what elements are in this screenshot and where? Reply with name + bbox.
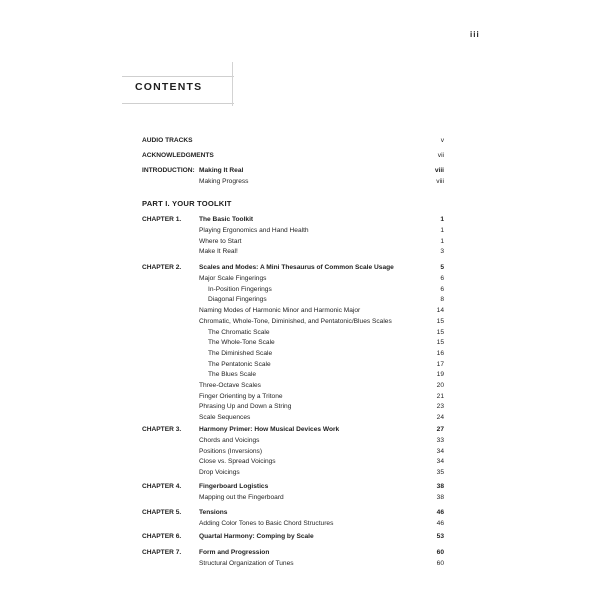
entry-page: 15 bbox=[436, 339, 444, 347]
chapter-title: Form and Progression bbox=[199, 549, 270, 556]
chapter-title: Scales and Modes: A Mini Thesaurus of Common Scale Usage bbox=[199, 264, 394, 271]
entry-page: 20 bbox=[436, 382, 444, 389]
entry-page: 21 bbox=[436, 392, 444, 400]
entry-title: In-Position Fingerings bbox=[208, 285, 272, 293]
entry-page: 15 bbox=[436, 328, 444, 336]
entry-label: INTRODUCTION: bbox=[142, 167, 195, 174]
chapter-label: CHAPTER 2. bbox=[142, 264, 182, 271]
entry-page: 23 bbox=[436, 403, 444, 411]
entry-page: 17 bbox=[436, 360, 444, 368]
entry-page: viii bbox=[434, 167, 444, 174]
entry-title: The Whole-Tone Scale bbox=[208, 339, 275, 347]
entry-title: Major Scale Fingerings bbox=[199, 275, 267, 282]
sub-entry bbox=[142, 246, 444, 258]
front-matter-entry bbox=[142, 150, 444, 162]
entry-title: The Blues Scale bbox=[208, 371, 257, 379]
sub-entry bbox=[142, 492, 444, 504]
entry-page: 6 bbox=[440, 275, 444, 282]
chapter-entry bbox=[142, 531, 444, 543]
chapter-label: CHAPTER 7. bbox=[142, 549, 182, 556]
entry-title: Where to Start bbox=[199, 237, 242, 245]
entry-page: viii bbox=[436, 177, 444, 185]
entry-page: 8 bbox=[440, 296, 444, 304]
entry-title: Phrasing Up and Down a String bbox=[199, 403, 292, 411]
contents-heading: CONTENTS bbox=[135, 81, 203, 93]
entry-page: 34 bbox=[436, 458, 444, 466]
entry-page: 16 bbox=[436, 349, 444, 357]
entry-title: Three-Octave Scales bbox=[199, 382, 261, 389]
sub-entry bbox=[142, 518, 444, 530]
entry-title: The Diminished Scale bbox=[208, 349, 273, 357]
entry-title: Naming Modes of Harmonic Minor and Harmonic Major bbox=[199, 307, 361, 315]
chapter-page: 27 bbox=[436, 426, 444, 433]
chapter-label: CHAPTER 4. bbox=[142, 483, 182, 490]
sub-entry bbox=[142, 412, 444, 424]
entry-title: Close vs. Spread Voicings bbox=[199, 458, 276, 466]
chapter-label: CHAPTER 3. bbox=[142, 426, 182, 433]
entry-title: Making It Real bbox=[199, 167, 244, 174]
entry-page: 24 bbox=[436, 414, 444, 422]
chapter-title: Harmony Primer: How Musical Devices Work bbox=[199, 426, 340, 433]
entry-page: 35 bbox=[436, 469, 444, 477]
sub-entry bbox=[142, 558, 444, 570]
chapter-title: The Basic Toolkit bbox=[199, 216, 254, 223]
chapter-label: CHAPTER 5. bbox=[142, 509, 182, 516]
contents-heading-frame-line bbox=[232, 62, 233, 106]
entry-title: Playing Ergonomics and Hand Health bbox=[199, 227, 309, 234]
part-heading: PART I. YOUR TOOLKIT bbox=[142, 199, 232, 208]
entry-title: Make It Real! bbox=[199, 248, 238, 256]
entry-title: Diagonal Fingerings bbox=[208, 296, 267, 304]
chapter-title: Tensions bbox=[199, 509, 228, 516]
entry-page: 34 bbox=[436, 447, 444, 455]
chapter-page: 1 bbox=[440, 216, 444, 223]
chapter-title: Fingerboard Logistics bbox=[199, 483, 269, 490]
chapter-page: 38 bbox=[436, 483, 444, 490]
chapter-page: 60 bbox=[436, 549, 444, 556]
entry-page: 6 bbox=[440, 285, 444, 293]
entry-title: Structural Organization of Tunes bbox=[199, 560, 294, 567]
page-number: iii bbox=[470, 30, 480, 39]
entry-page: 38 bbox=[436, 494, 444, 501]
entry-page: 19 bbox=[436, 371, 444, 379]
entry-title: Making Progress bbox=[199, 177, 249, 185]
sub-entry bbox=[142, 176, 444, 188]
entry-page: 1 bbox=[440, 237, 444, 245]
entry-title: Positions (Inversions) bbox=[199, 447, 263, 455]
entry-title: Drop Voicings bbox=[199, 469, 240, 477]
entry-page: 46 bbox=[436, 520, 444, 527]
entry-title: Scale Sequences bbox=[199, 414, 251, 422]
entry-page: vii bbox=[437, 152, 444, 159]
front-matter-entry bbox=[142, 135, 444, 147]
chapter-label: CHAPTER 1. bbox=[142, 216, 182, 223]
sub-entry bbox=[142, 467, 444, 479]
entry-page: 33 bbox=[436, 437, 444, 444]
entry-title: Adding Color Tones to Basic Chord Structures bbox=[199, 520, 334, 527]
entry-page: 14 bbox=[436, 307, 444, 315]
chapter-page: 53 bbox=[436, 533, 444, 540]
chapter-label: CHAPTER 6. bbox=[142, 533, 182, 540]
entry-page: 60 bbox=[436, 560, 444, 567]
entry-title: Finger Orienting by a Tritone bbox=[199, 392, 283, 400]
entry-title: ACKNOWLEDGMENTS bbox=[142, 152, 214, 159]
entry-title: AUDIO TRACKS bbox=[142, 137, 193, 144]
entry-page: v bbox=[440, 137, 444, 144]
chapter-page: 46 bbox=[436, 509, 444, 516]
entry-page: 3 bbox=[440, 248, 444, 256]
entry-page: 1 bbox=[440, 227, 444, 234]
entry-title: The Chromatic Scale bbox=[208, 328, 270, 336]
entry-page: 15 bbox=[436, 317, 444, 325]
entry-title: Mapping out the Fingerboard bbox=[199, 494, 284, 501]
entry-title: The Pentatonic Scale bbox=[208, 360, 271, 368]
entry-title: Chords and Voicings bbox=[199, 437, 260, 444]
chapter-title: Quartal Harmony: Comping by Scale bbox=[199, 533, 314, 540]
entry-title: Chromatic, Whole-Tone, Diminished, and Pentatonic/Blues Scales bbox=[199, 317, 392, 325]
chapter-page: 5 bbox=[440, 264, 444, 271]
